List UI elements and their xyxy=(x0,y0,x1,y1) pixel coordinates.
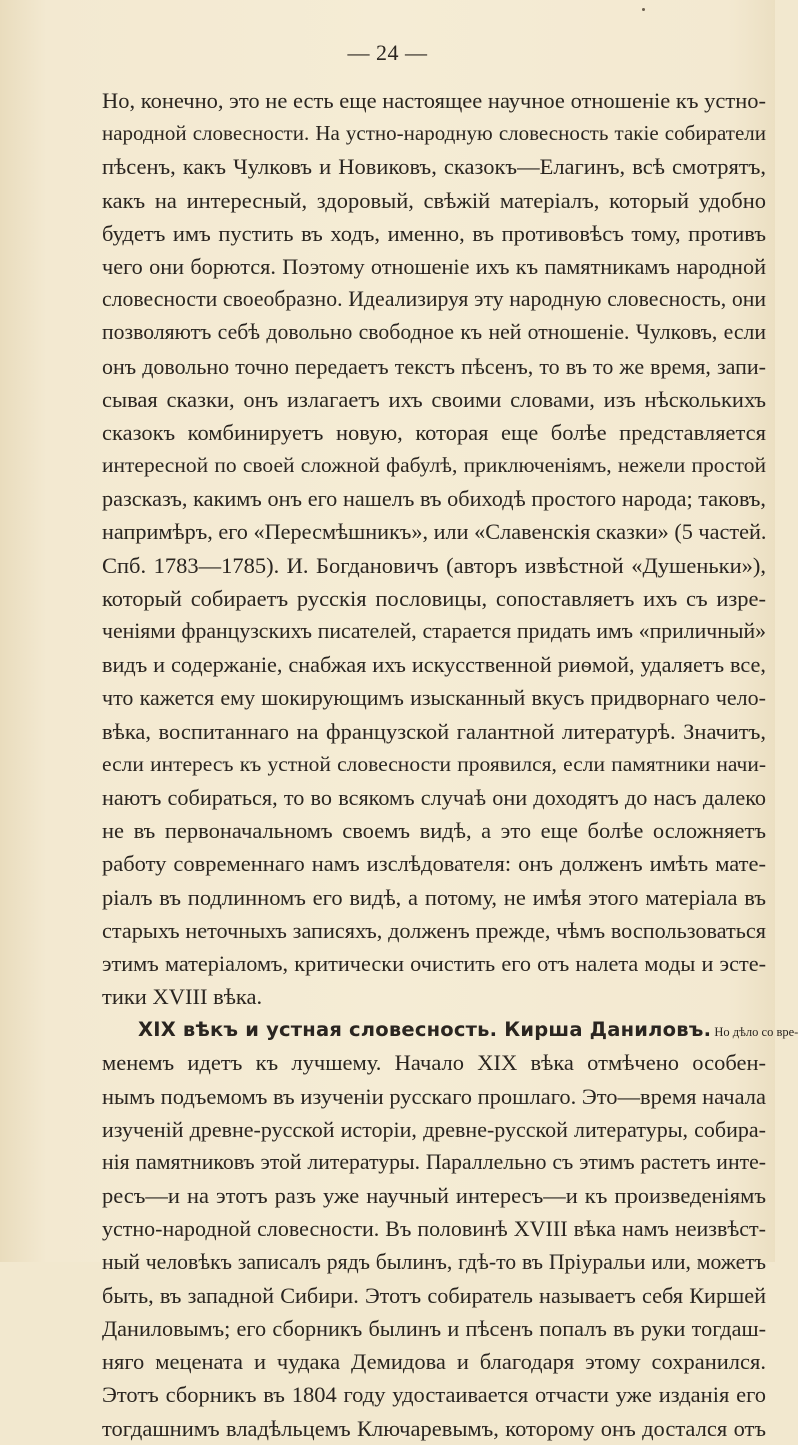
text-line: ріалъ въ подлинномъ его видѣ, а потому, не имѣя этого матеріала въ xyxy=(102,884,766,910)
text-line: старыхъ неточныхъ записяхъ, долженъ прежде, чѣмъ воспользоваться xyxy=(102,917,766,943)
text-line: Но, конечно, это не есть еще настоящее научное отношеніе къ устно- xyxy=(102,88,766,113)
text-line: ный человѣкъ записалъ рядъ былинъ, гдѣ-то въ Пріуральи или, можетъ xyxy=(102,1249,766,1274)
text-line: будетъ имъ пустить въ ходъ, именно, въ противовѣсъ тому, противъ xyxy=(102,220,766,246)
text-line: видъ и содержаніе, снабжая ихъ искусственной риѳмой, удаляетъ все, xyxy=(102,652,766,678)
text-line: чего они борются. Поэтому отношеніе ихъ къ памятникамъ народной xyxy=(102,253,766,279)
text-line: который собираетъ русскія пословицы, сопоставляетъ ихъ съ изре- xyxy=(102,585,766,611)
text-line: пѣсенъ, какъ Чулковъ и Новиковъ, сказокъ—Елагинъ, всѣ смотрятъ, xyxy=(102,154,766,180)
text-line: изученій древне-русской исторіи, древне-русской литературы, собира- xyxy=(102,1116,766,1142)
text-line: Спб. 1783—1785). И. Богдановичъ (авторъ извѣстной «Душеньки»), xyxy=(102,552,766,578)
text-line: тогдашнимъ владѣльцемъ Ключаревымъ, которому онъ достался отъ xyxy=(102,1415,766,1441)
text-line: менемъ идетъ къ лучшему. Начало XIX вѣка отмѣчено особен- xyxy=(102,1050,766,1076)
text-line: сывая сказки, онъ излагаетъ ихъ своими словами, изъ нѣсколькихъ xyxy=(102,386,766,412)
heading-line-text: Но дѣло со вре- xyxy=(714,1025,798,1040)
text-line: не въ первоначальномъ своемъ видѣ, а это еще болѣе осложняетъ xyxy=(102,818,766,844)
text-line: напримѣръ, его «Пересмѣшникъ», или «Славенскія сказки» (5 частей. xyxy=(102,519,767,545)
page-number: — 24 — xyxy=(347,40,428,65)
text-line: няго мецената и чудака Демидова и благодаря этому сохранился. xyxy=(102,1349,766,1375)
ink-speck xyxy=(642,8,645,11)
paragraph-2 xyxy=(102,1013,798,1444)
text-line: работу современнаго намъ изслѣдователя: онъ долженъ имѣть мате- xyxy=(102,851,766,877)
text-line: интересной по своей сложной фабулѣ, приключеніямъ, нежели простой xyxy=(102,453,766,478)
section-heading-line xyxy=(102,1013,798,1046)
text-line: Даниловымъ; его сборникъ былинъ и пѣсенъ попалъ въ руки тогдаш- xyxy=(102,1315,766,1341)
text-line: быть, въ западной Сибири. Этотъ собиратель называетъ себя Киршей xyxy=(102,1282,766,1308)
text-line: что кажется ему шокирующимъ изысканный вкусъ придворнаго чело- xyxy=(102,685,766,711)
text-line-last: тики XVIII вѣка. xyxy=(102,984,263,1010)
text-line: Этотъ сборникъ въ 1804 году удостаивается отчасти уже изданія его xyxy=(102,1382,766,1408)
text-line: народной словесности. На устно-народную словесность такіе собиратели xyxy=(102,121,766,146)
text-line: сказокъ комбинируетъ новую, которая еще болѣе представляется xyxy=(102,419,766,445)
text-line: какъ на интересный, здоровый, свѣжій матеріалъ, который удобно xyxy=(102,187,766,213)
text-line: ресъ—и на этотъ разъ уже научный интересъ—и къ произведеніямъ xyxy=(102,1183,766,1209)
text-line: разсказъ, какимъ онъ его нашелъ въ обиходѣ простого народа; таковъ, xyxy=(102,486,766,512)
paragraph-1 xyxy=(102,84,766,1013)
text-line: если интересъ къ устной словесности проявился, если памятники начи- xyxy=(102,751,766,776)
text-line: позволяютъ себѣ довольно свободное къ ней отношеніе. Чулковъ, если xyxy=(102,320,766,345)
text-line: устно-народной словесности. Въ половинѣ XVIII вѣка намъ неизвѣст- xyxy=(102,1216,766,1242)
text-line: ченіями французскихъ писателей, старается придать имъ «приличный» xyxy=(102,619,766,643)
text-line: нія памятниковъ этой литературы. Параллельно съ этимъ растетъ инте- xyxy=(102,1150,766,1174)
text-line: вѣка, воспитаннаго на французской галантной литературѣ. Значитъ, xyxy=(102,718,766,744)
text-line: нымъ подъемомъ въ изученіи русскаго прошлаго. Это—время начала xyxy=(102,1083,766,1109)
text-line: этимъ матеріаломъ, критически очистить его отъ налета моды и эсте- xyxy=(102,950,766,976)
text-line: словесности своеобразно. Идеализируя эту народную словесность, они xyxy=(102,287,766,312)
text-line: онъ довольно точно передаетъ текстъ пѣсенъ, то въ то же время, запи- xyxy=(102,353,766,379)
section-heading: XIX вѣкъ и устная словесность. Кирша Даниловъ. xyxy=(138,1018,712,1042)
page-body-text xyxy=(102,84,798,1445)
text-line: наютъ собираться, то во всякомъ случаѣ они доходятъ до насъ далеко xyxy=(102,784,766,810)
